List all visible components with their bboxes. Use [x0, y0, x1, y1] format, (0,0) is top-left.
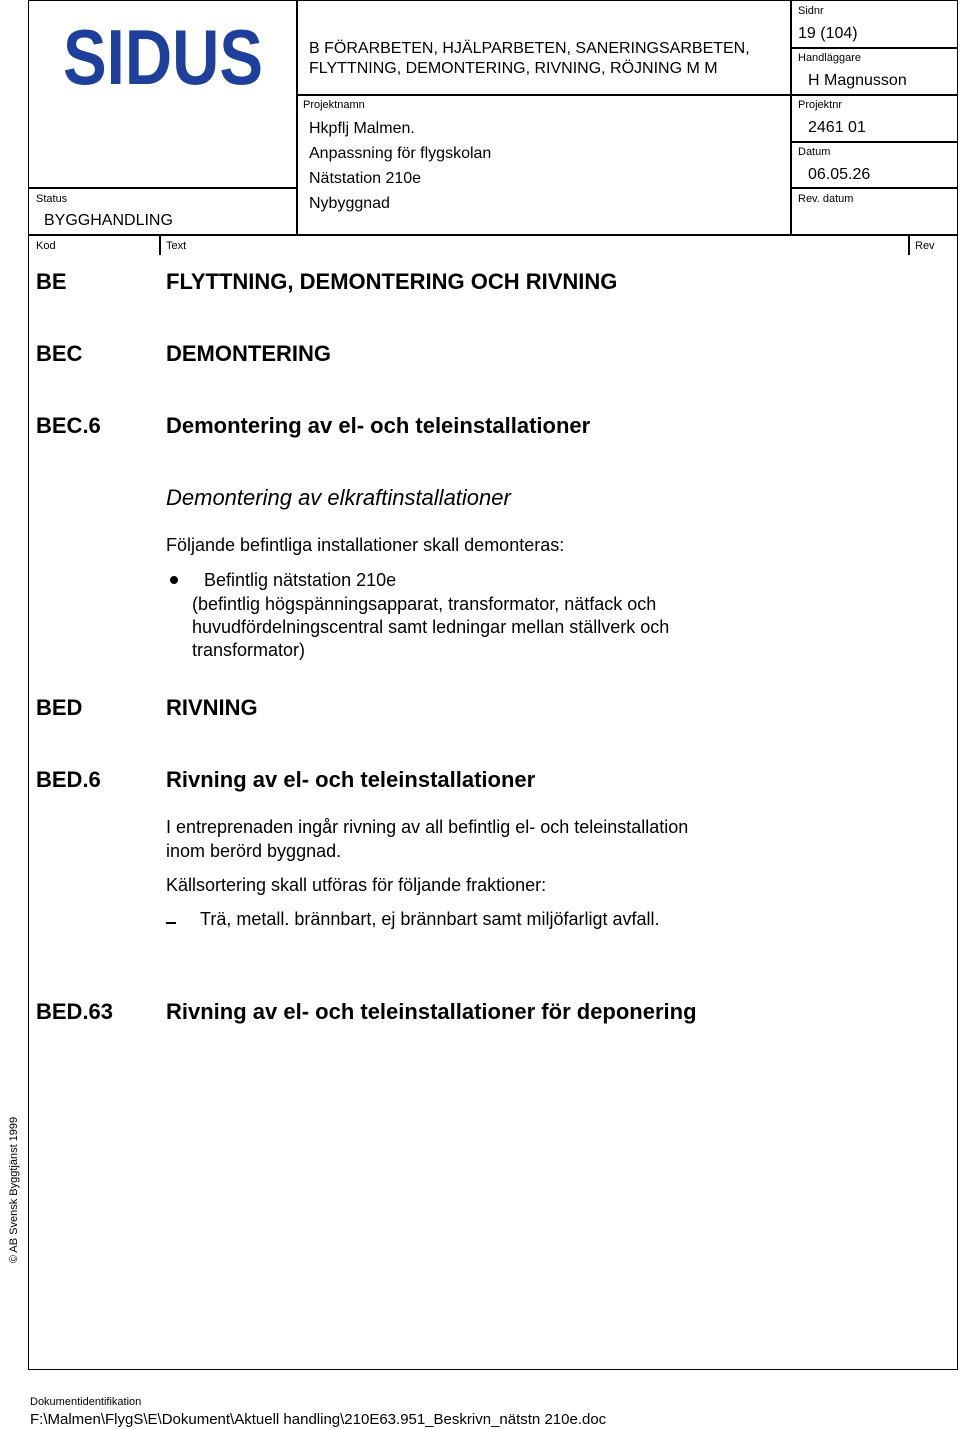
bed6-dash-item: Trä, metall. brännbart, ej brännbart samt miljöfarligt avfall.: [200, 909, 660, 929]
projektnamn-label: Projektnamn: [303, 99, 365, 111]
sidnr-rule: [790, 47, 958, 49]
bec6-bullet-line4: transformator): [192, 640, 306, 660]
section-title-line1: B FÖRARBETEN, HJÄLPARBETEN, SANERINGSARBETEN,: [309, 40, 750, 57]
handlaggare-value: H Magnusson: [808, 72, 907, 89]
title-bottom-rule: [296, 94, 790, 96]
projektnamn-line2: Anpassning för flygskolan: [309, 145, 492, 162]
docid-label: Dokumentidentifikation: [30, 1396, 142, 1408]
projektnamn-line4: Nybyggnad: [309, 195, 390, 212]
header-divider-2: [790, 0, 792, 234]
text-label: Text: [166, 240, 187, 252]
bullet-icon: [170, 576, 178, 584]
bec-code: BEC: [36, 341, 83, 366]
text-rev-divider: [908, 235, 910, 255]
status-label: Status: [36, 193, 68, 205]
handlaggare-label: Handläggare: [798, 52, 861, 64]
datum-value: 06.05.26: [808, 166, 871, 183]
handl-rule: [790, 94, 958, 96]
bed6-para-line2: inom berörd byggnad.: [166, 841, 342, 861]
projnr-rule: [790, 141, 958, 143]
kod-text-divider: [159, 235, 161, 255]
datum-label: Datum: [798, 146, 831, 158]
sidnr-value: 19 (104): [798, 25, 858, 42]
sidnr-label: Sidnr: [798, 5, 824, 17]
bec6-bullet-line3: huvudfördelningscentral samt ledningar mellan ställverk och: [192, 617, 670, 637]
bec6-subheading: Demontering av elkraftinstallationer: [166, 485, 511, 510]
bed6-title: Rivning av el- och teleinstallationer: [166, 767, 536, 792]
bed63-title: Rivning av el- och teleinstallationer för deponering: [166, 999, 697, 1024]
section-title-line2: FLYTTNING, DEMONTERING, RIVNING, RÖJNING M M: [309, 60, 718, 77]
header-divider-1: [296, 0, 298, 234]
projektnr-value: 2461 01: [808, 119, 866, 136]
be-code: BE: [36, 269, 67, 294]
docid-value: F:\Malmen\FlygS\E\Dokument\Aktuell handling\210E63.951_Beskrivn_nätstn 210e.doc: [30, 1411, 607, 1428]
kod-label: Kod: [36, 240, 56, 252]
projektnr-label: Projektnr: [798, 99, 843, 111]
revdatum-label: Rev. datum: [798, 193, 854, 205]
bed6-code: BED.6: [36, 767, 101, 792]
header-bottom-rule: [28, 234, 958, 236]
bed6-para-line1: I entreprenaden ingår rivning av all befintlig el- och teleinstallation: [166, 817, 689, 837]
logo-bottom-rule: [28, 187, 296, 189]
bec6-code: BEC.6: [36, 413, 101, 438]
projektnamn-line1: Hkpflj Malmen.: [309, 120, 415, 137]
bec6-bullet-line2: (befintlig högspänningsapparat, transformator, nätfack och: [192, 594, 657, 614]
bec6-intro: Följande befintliga installationer skall demonteras:: [166, 535, 565, 555]
datum-rule: [790, 187, 958, 189]
bed6-sorting: Källsortering skall utföras för följande fraktioner:: [166, 875, 547, 895]
bed-code: BED: [36, 695, 83, 720]
logo-text: SIDUS: [63, 13, 263, 101]
bec-title: DEMONTERING: [166, 341, 331, 366]
rev-label: Rev: [915, 240, 935, 252]
be-title: FLYTTNING, DEMONTERING OCH RIVNING: [166, 269, 618, 294]
bec6-bullet-line1: Befintlig nätstation 210e: [204, 570, 397, 590]
bed63-code: BED.63: [36, 999, 114, 1024]
status-value: BYGGHANDLING: [44, 212, 173, 229]
sidus-logo: [62, 13, 264, 101]
dash-icon: [166, 922, 176, 924]
bed-title: RIVNING: [166, 695, 258, 720]
projektnamn-line3: Nätstation 210e: [309, 170, 422, 187]
bec6-title: Demontering av el- och teleinstallationer: [166, 413, 591, 438]
copyright-vertical: © AB Svensk Byggtjänst 1999: [8, 1116, 20, 1264]
page-frame: [28, 0, 958, 1370]
